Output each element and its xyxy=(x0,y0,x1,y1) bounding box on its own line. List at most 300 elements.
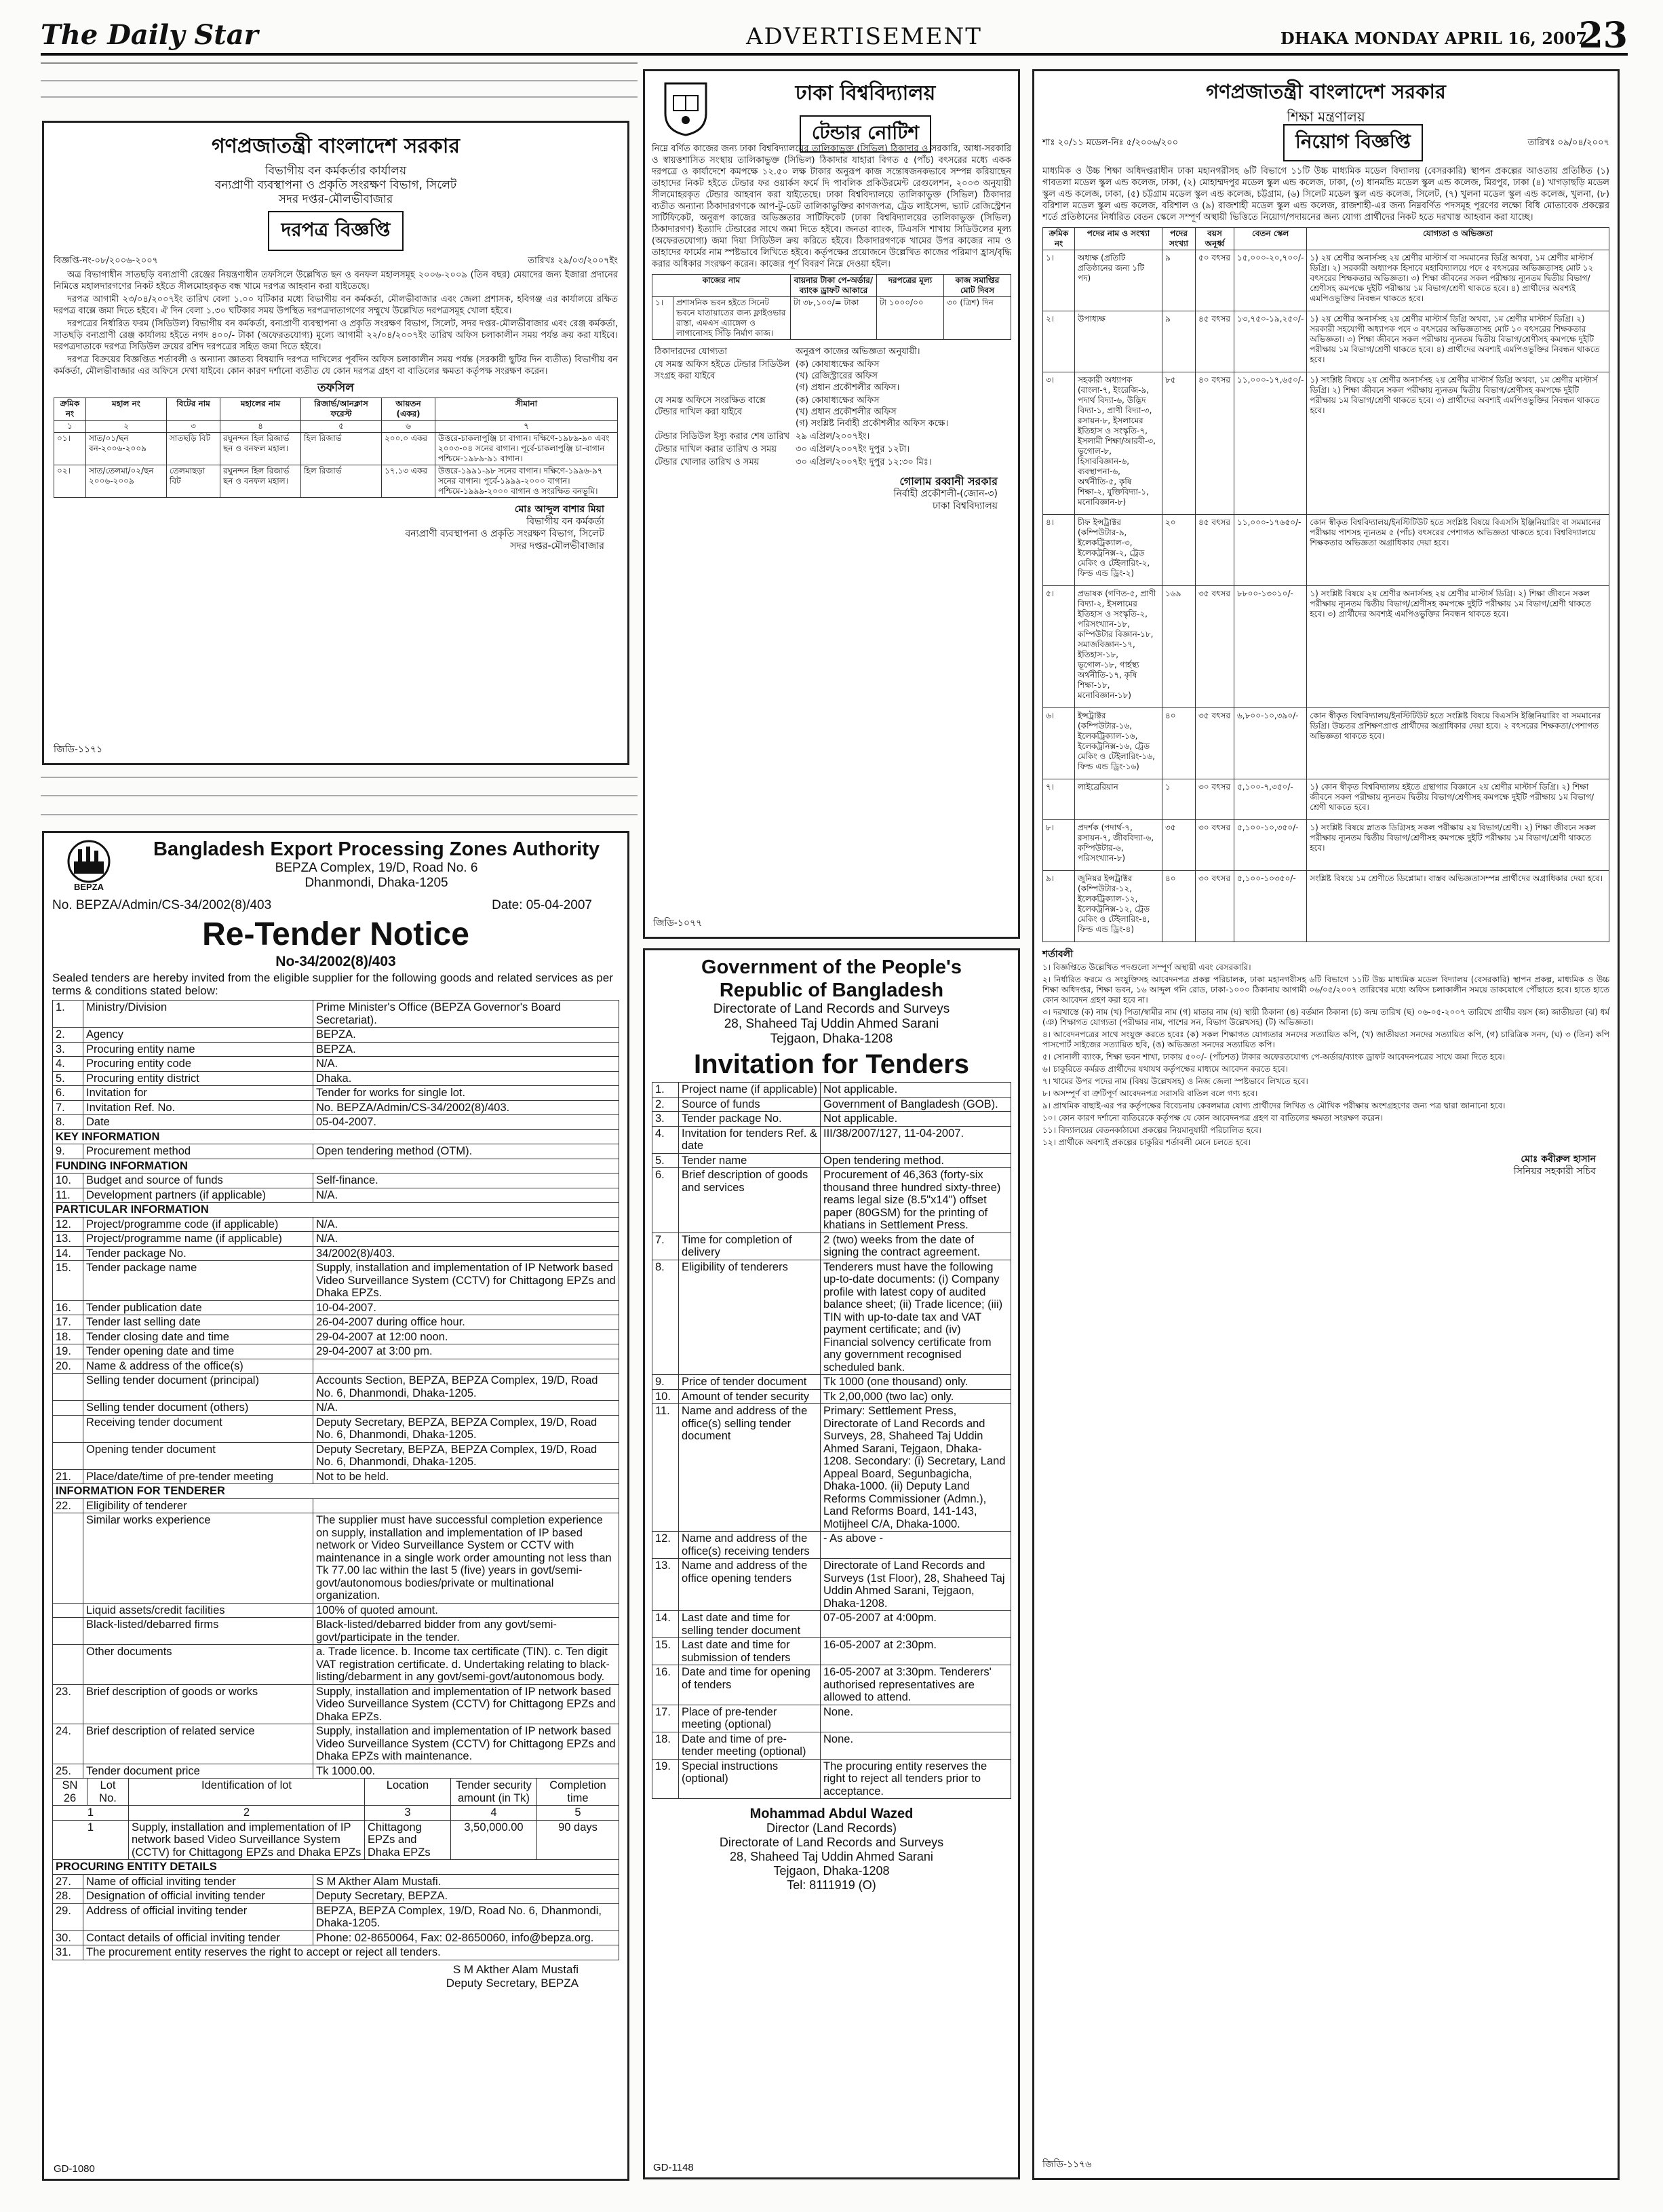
table-cell: 21. xyxy=(53,1469,83,1484)
edu-recruitment-ad xyxy=(1032,69,1620,2180)
table-cell: Other documents xyxy=(83,1645,313,1685)
table-cell: কোন স্বীকৃত বিশ্ববিদ্যালয়/ইনস্টিটিউট হতে সংশ্লিষ্ট বিষয়ে বিএসসি ইঞ্জিনিয়ারিং বা সমমানের পরীক্ষায় পাশসহ ন্যূনতম ৫ (পাঁচ) বৎসরের পেশাগত অভিজ্ঞতা থাকতে হবে। বিশ্ববিদ্যালয়ে শিক্ষকতার অভিজ্ঞতা অগ্রাধিকার দেয়া হবে। xyxy=(1307,515,1609,586)
table-cell: Tender package name xyxy=(83,1261,313,1301)
table-row xyxy=(1043,372,1609,515)
forest-tender-ad xyxy=(42,121,629,765)
table-row xyxy=(652,297,1011,340)
table-cell: ১) ২য় শ্রেণীর অনার্সসহ ২য় শ্রেণীর মাস্টার্স ডিগ্রি অথবা, ১ম শ্রেণীর মাস্টার্স ডিগ্রি। ২) সরকারী সহযোগী অধ্যাপক পদে ৩ বৎসরের অভিজ্ঞতাসহ মোট ১০ বৎসরের শিক্ষকতার অভিজ্ঞতা। ৩) শিক্ষা জীবনে সকল পরীক্ষায় ন্যূনতম দ্বিতীয় বিভাগ/শ্রেণীসহ কমপক্ষে দুইটি পরীক্ষায় ১ম বিভাগ/শ্রেণী থাকতে হবে। ৪) প্রার্থীদের অবশ্যই এমপিওভুক্তির নিবন্ধন থাকতে হবে। xyxy=(1307,311,1609,372)
land-signer-addr1: 28, Shaheed Taj Uddin Ahmed Sarani xyxy=(730,1850,933,1863)
du-info-table xyxy=(652,345,1011,469)
table-cell: BEPZA, BEPZA Complex, 19/D, Road No. 6, Dhanmondi, Dhaka-1205. xyxy=(313,1903,619,1930)
land-gov2: Republic of Bangladesh xyxy=(719,979,944,1001)
table-cell: Not to be held. xyxy=(313,1469,619,1484)
land-signer-title: Director (Land Records) xyxy=(766,1821,897,1835)
bepza-info-table xyxy=(52,1000,619,1779)
table-cell: Tender package No. xyxy=(679,1112,821,1127)
table-cell: 30. xyxy=(53,1930,83,1945)
table-row xyxy=(1043,779,1609,820)
table-cell: ১৩,৭৫০-১৯,২৫০/- xyxy=(1234,311,1307,372)
table-cell: 27. xyxy=(53,1874,83,1889)
table-cell: 15. xyxy=(53,1261,83,1301)
forest-ref: বিজ্ঞপ্তি-নং-০৮/২০০৬-২০০৭ xyxy=(54,256,159,266)
list-item: ৬। চাকুরিতে কর্মরত প্রার্থীদের যথাযথ কর্তৃপক্ষের মাধ্যমে আবেদন করতে হবে। xyxy=(1042,1064,1288,1074)
table-cell: Black-listed/debarred firms xyxy=(83,1618,313,1645)
land-info-table xyxy=(652,1082,1011,1799)
table-cell: Date xyxy=(83,1115,313,1130)
table-cell: Tender package No. xyxy=(83,1246,313,1261)
table-cell: লাইব্রেরিয়ান xyxy=(1075,779,1162,820)
table-row xyxy=(652,1404,1011,1532)
table-row xyxy=(53,1086,619,1101)
table-row xyxy=(53,1874,619,1889)
table-cell: Tender last selling date xyxy=(83,1315,313,1330)
table-row xyxy=(53,1374,619,1401)
table-row xyxy=(53,1028,619,1043)
table-cell: 6. xyxy=(53,1086,83,1101)
table-cell: Liquid assets/credit facilities xyxy=(83,1603,313,1618)
table-cell: N/A. xyxy=(313,1188,619,1203)
table-cell: Tenderers must have the following up-to-date documents: (i) Company profile with latest copy of audited balance sheet; (ii) Trade licence; (iii) TIN with up-to-date tax and VAT payment certificate; and (iv) Financial solvency certificate from any government recognised scheduled bank. xyxy=(821,1260,1011,1375)
table-cell: উত্তরে-চাকলাপুঞ্জি চা বাগান। দক্ষিণে-১৯৮৯-৯০ এবং ২০০৩-০৪ সনের বাগান। পূর্বে-চাকলাপুঞ্জি চা-বাগান পশ্চিমে-১৯৮৯-৯১ বাগান। xyxy=(435,433,618,465)
table-cell: 3. xyxy=(652,1112,679,1127)
table-cell: যে সমস্ত অফিস হইতে টেন্ডার সিডিউল সংগ্রহ করা যাইবে xyxy=(654,360,790,381)
table-row xyxy=(652,443,1011,456)
table-cell: Primary: Settlement Press, Directorate of Land Records and Surveys, 28, Shaheed Taj Uddin Ahmed Sarani, Tejgaon, Dhaka-1208. Secondary: (i) Secretary, Land Appeal Board, Segunbagicha, Dhaka-1000. (ii) Deputy Land Reforms Commissioner (Admn.), Land Reforms Board, 141-143, Motijheel C/A, Dhaka-1000. xyxy=(821,1404,1011,1532)
table-number-row xyxy=(54,421,618,433)
edu-terms xyxy=(1042,963,1609,1148)
table-cell xyxy=(53,1603,83,1618)
table-cell: হিল রিজার্ভ xyxy=(301,433,382,465)
table-cell: ১। xyxy=(1043,250,1075,311)
bepza-title-block xyxy=(134,838,619,891)
column-header: মহালের নাম xyxy=(220,398,301,421)
table-cell: 19. xyxy=(652,1759,679,1799)
table-row xyxy=(652,1083,1011,1098)
dateline: DHAKA MONDAY APRIL 16, 2007 xyxy=(1280,28,1587,48)
table-cell: 31. xyxy=(53,1945,83,1960)
column-header: বিটের নাম xyxy=(167,398,220,421)
section-heading: PARTICULAR INFORMATION xyxy=(53,1203,619,1218)
table-cell: Prime Minister's Office (BEPZA Governor's Board Secretariat). xyxy=(313,1001,619,1028)
lot-header-row xyxy=(53,1779,619,1806)
table-cell: 19. xyxy=(53,1344,83,1359)
table-cell: 25. xyxy=(53,1764,83,1779)
table-cell: অধ্যক্ষ (প্রতিটি প্রতিষ্ঠানের জন্য ১টি পদ) xyxy=(1075,250,1162,311)
table-cell: Tender publication date xyxy=(83,1300,313,1315)
table-cell: ১ xyxy=(54,421,86,433)
table-cell: 20. xyxy=(53,1359,83,1374)
table-cell: 13. xyxy=(53,1232,83,1247)
table-cell: Open tendering method (OTM). xyxy=(313,1144,619,1159)
forest-signer: মোঃ আব্দুল বাশার মিয়া xyxy=(514,504,604,515)
table-row xyxy=(53,1618,619,1645)
du-header xyxy=(652,77,1011,144)
table-cell: 5 xyxy=(537,1806,619,1821)
ad-code: GD-1080 xyxy=(54,2163,95,2175)
table-cell: ৩০ এপ্রিল/২০০৭ইং দুপুর ১২:৩০ মিঃ। xyxy=(796,457,932,467)
table-cell: Invitation Ref. No. xyxy=(83,1100,313,1115)
table-row xyxy=(53,1415,619,1442)
table-cell: Contact details of official inviting tender xyxy=(83,1930,313,1945)
table-row xyxy=(53,1469,619,1484)
table-cell: Date and time for opening of tenders xyxy=(679,1665,821,1705)
table-cell: ৩৫ xyxy=(1162,820,1196,871)
table-cell: টেন্ডার খোলার তারিখ ও সময় xyxy=(654,457,760,467)
table-cell: BEPZA. xyxy=(313,1028,619,1043)
table-row xyxy=(53,1042,619,1057)
table-cell: ৫,১০০-৭,৩৫০/- xyxy=(1234,779,1307,820)
list-item: ৭। খামের উপর পদের নাম (বিষয় উল্লেখসহ) ও নিজ জেলা স্পষ্টভাবে লিখতে হবে। xyxy=(1042,1076,1308,1086)
table-cell: প্রশাসনিক ভবন হইতে সিনেট ভবনে যাতায়াতের জন্য ফ্লাইওভার রাস্তা, এমএস এ্যাঙ্গেল ও লাগানোসহ সিঁড়ি নির্মাণ কাজ। xyxy=(673,297,791,340)
ad-code: জিডি-১০৭৭ xyxy=(653,918,703,929)
bepza-addr2: Dhanmondi, Dhaka-1205 xyxy=(305,876,448,890)
table-cell: - As above - xyxy=(821,1532,1011,1559)
table-cell: 14. xyxy=(652,1611,679,1638)
table-cell xyxy=(53,1513,83,1604)
column-header: বয়স অনূর্ধ্ব xyxy=(1196,228,1234,250)
table-cell: ৪৫ বৎসর xyxy=(1196,515,1234,586)
table-cell: ৬। xyxy=(1043,708,1075,779)
table-cell xyxy=(53,1374,83,1401)
table-cell: 2 xyxy=(129,1806,365,1821)
table-cell: Name of official inviting tender xyxy=(83,1874,313,1889)
forest-dept-line1: বিভাগীয় বন কর্মকর্তার কার্যালয় xyxy=(265,164,407,178)
table-cell: ০১। xyxy=(54,433,86,465)
land-title: Invitation for Tenders xyxy=(694,1049,969,1079)
table-cell: 05-04-2007. xyxy=(313,1115,619,1130)
bepza-addr1: BEPZA Complex, 19/D, Road No. 6 xyxy=(275,861,478,875)
table-cell: প্রভাষক (গণিত-৫, প্রাণী বিদ্যা-২, ইসলামের ইতিহাস ও সংস্কৃতি-২, পরিসংখ্যান-১৮, কম্পিউটার বিজ্ঞান-১৮, সমাজবিজ্ঞান-১৭, ইতিহাস-১৮, ভূগোল-১৮, গার্হস্থ্য অর্থনীতি-১৭, কৃষি শিক্ষা-১৮, মনোবিজ্ঞান-১৮) xyxy=(1075,586,1162,708)
forest-para: দরপত্র বিক্রয়ের বিজ্ঞপ্তিত শর্তাবলী ও অন্যান্য জ্ঞাতব্য বিষয়াদি দরপত্র দাখিলের পূর্বদিন অফিস চলাকালীন সময় পর্যন্ত (সরকারী ছুটির দিন ব্যতীত) বিভাগীয় বন কর্মকর্তা, মৌলভীবাজার এর অফিসে দেখা যাইবে। কোন কারণ দর্শানো ব্যতীত যে কোন দরপত্র গ্রহণ বা বাতিলের ক্ষমতা কর্তৃপক্ষ সংরক্ষণ করেন। xyxy=(54,355,618,376)
table-cell: Tk 1000 (one thousand) only. xyxy=(821,1375,1011,1390)
column-rule xyxy=(41,777,638,778)
forest-signer-place: সদর দপ্তর-মৌলভীবাজার xyxy=(510,541,604,551)
table-header-row xyxy=(1043,228,1609,250)
section-row xyxy=(53,1129,619,1144)
table-cell: 6. xyxy=(652,1168,679,1233)
page-number: 23 xyxy=(1578,15,1628,56)
table-cell: ৩ xyxy=(167,421,220,433)
table-row xyxy=(652,1665,1011,1705)
table-cell: ৭। xyxy=(1043,779,1075,820)
table-cell xyxy=(53,1618,83,1645)
table-cell: ৮৮০০-১৩০১০/- xyxy=(1234,586,1307,708)
table-cell: Agency xyxy=(83,1028,313,1043)
ad-code: GD-1148 xyxy=(653,2162,694,2173)
forest-title: দরপত্র বিজ্ঞপ্তি xyxy=(268,211,404,251)
table-cell: 5. xyxy=(652,1153,679,1168)
bepza-header xyxy=(52,838,619,898)
table-row xyxy=(652,1759,1011,1799)
table-cell: ১ xyxy=(1162,779,1196,820)
table-row xyxy=(652,1732,1011,1759)
table-cell: Procuring entity district xyxy=(83,1071,313,1086)
table-row xyxy=(53,1513,619,1604)
table-cell: Last date and time for selling tender document xyxy=(679,1611,821,1638)
table-cell: Source of funds xyxy=(679,1097,821,1112)
table-cell: 1 xyxy=(53,1820,129,1860)
table-row xyxy=(53,1603,619,1618)
list-item: (গ) প্রধান প্রকৌশলীর অফিস। xyxy=(796,383,900,393)
table-cell xyxy=(313,1359,619,1374)
table-row xyxy=(1043,871,1609,942)
table-cell: 14. xyxy=(53,1246,83,1261)
table-cell: N/A. xyxy=(313,1232,619,1247)
table-cell: Opening tender document xyxy=(83,1442,313,1469)
table-cell: Address of official inviting tender xyxy=(83,1903,313,1930)
table-cell: Brief description of goods or works xyxy=(83,1684,313,1724)
table-cell: কোন স্বীকৃত বিশ্ববিদ্যালয়/ইনস্টিটিউট হতে সংশ্লিষ্ট বিষয়ে বিএসসি ইঞ্জিনিয়ারিং বা সমমানের ডিগ্রি। উচ্চতর প্রশিক্ষণপ্রাপ্ত প্রার্থীদের অগ্রাধিকার দেয়া হবে। ২ বৎসরের শিক্ষকতা/পেশাগত অভিজ্ঞতা থাকতে হবে। xyxy=(1307,708,1609,779)
table-cell: Deputy Secretary, BEPZA, BEPZA Complex, 19/D, Road No. 6, Dhanmondi, Dhaka-1205. xyxy=(313,1442,619,1469)
column-rule xyxy=(41,80,638,81)
table-cell: রঘুনন্দন হিল রিজার্ভ ছন ও বনফল মহাল। xyxy=(220,465,301,498)
table-cell: Tender for works for single lot. xyxy=(313,1086,619,1101)
table-cell: 7. xyxy=(652,1233,679,1260)
land-tel: Tel: 8111919 (O) xyxy=(787,1878,876,1892)
table-row xyxy=(1043,250,1609,311)
bepza-logo xyxy=(58,838,120,893)
table-cell: Amount of tender security xyxy=(679,1389,821,1404)
list-item: ৪। আবেদনপত্রের সাথে সংযুক্ত করতে হবেঃ (ক) সকল শিক্ষাগত যোগ্যতার সনদের সত্যায়িত কপি, (খ) জাতীয়তা সনদের সত্যায়িত কপি, (গ) চারিত্রিক সনদ, (ঘ) ৩ (তিন) কপি পাসপোর্ট সাইজের সত্যায়িত ছবি, (ঙ) অভিজ্ঞতা সনদের সত্যায়িত কপি। xyxy=(1042,1030,1609,1049)
du-signer-title: নির্বাহী প্রকৌশলী-(জোন-৩) xyxy=(893,488,998,499)
table-cell: Ministry/Division xyxy=(83,1001,313,1028)
table-row xyxy=(652,1233,1011,1260)
table-row xyxy=(53,1903,619,1930)
table-cell: টেন্ডার দাখিল করার তারিখ ও সময় xyxy=(654,444,777,454)
table-row xyxy=(652,430,1011,443)
table-row xyxy=(53,1889,619,1904)
table-cell: ১৭.১৩ একর xyxy=(382,465,435,498)
table-row xyxy=(53,1071,619,1086)
table-cell: N/A. xyxy=(313,1057,619,1072)
column-header: কাজের নাম xyxy=(652,275,791,297)
table-cell: ৩০ এপ্রিল/২০০৭ইং দুপুর ১২টা। xyxy=(796,444,910,454)
section-row xyxy=(53,1203,619,1218)
table-row xyxy=(53,1945,619,1960)
table-cell: 4. xyxy=(652,1126,679,1153)
column-header: ক্রমিক নং xyxy=(1043,228,1075,250)
section-heading: INFORMATION FOR TENDERER xyxy=(53,1484,619,1499)
table-row xyxy=(652,1126,1011,1153)
table-cell: 2 (two) weeks from the date of signing the contract agreement. xyxy=(821,1233,1011,1260)
table-header-row xyxy=(652,275,1011,297)
edu-signer-title: সিনিয়র সহকারী সচিব xyxy=(1513,1166,1596,1177)
table-cell: যে সমস্ত অফিসে সংরক্ষিত বাক্সে টেন্ডার দাখিল করা যাইবে xyxy=(654,395,766,417)
table-cell: সংশ্লিষ্ট বিষয়ে ১ম শ্রেণীতে ডিপ্লোমা। বাস্তব অভিজ্ঞতাসম্পন্ন প্রার্থীদের অগ্রাধিকার দেয়া হবে। xyxy=(1307,871,1609,942)
table-cell: ৩৫ বৎসর xyxy=(1196,586,1234,708)
table-cell xyxy=(53,1401,83,1416)
table-cell: 22. xyxy=(53,1498,83,1513)
table-row xyxy=(652,1260,1011,1375)
table-cell: ২। xyxy=(1043,311,1075,372)
edu-ministry: শিক্ষা মন্ত্রণালয় xyxy=(1287,109,1365,125)
column-header: Location xyxy=(365,1779,451,1806)
table-cell: 2. xyxy=(652,1097,679,1112)
du-univ: ঢাকা বিশ্ববিদ্যালয় xyxy=(795,81,936,105)
table-cell: Tender opening date and time xyxy=(83,1344,313,1359)
table-row xyxy=(53,1217,619,1232)
table-cell: Selling tender document (others) xyxy=(83,1401,313,1416)
table-row xyxy=(53,1498,619,1513)
column-header: Tender security amount (in Tk) xyxy=(451,1779,537,1806)
table-cell: Price of tender document xyxy=(679,1375,821,1390)
column-rule xyxy=(41,62,638,64)
column-header: সীমানা xyxy=(435,398,618,421)
table-cell: Budget and source of funds xyxy=(83,1173,313,1188)
column-header: বেতন স্কেল xyxy=(1234,228,1307,250)
table-cell: Deputy Secretary, BEPZA. xyxy=(313,1889,619,1904)
land-dept: Directorate of Land Records and Surveys xyxy=(713,1002,950,1016)
table-cell: ৪৫ বৎসর xyxy=(1196,311,1234,372)
edu-signature xyxy=(1042,1153,1609,1178)
table-row xyxy=(53,1315,619,1330)
table-cell: Development partners (if applicable) xyxy=(83,1188,313,1203)
table-cell: 9. xyxy=(652,1375,679,1390)
table-cell: 16. xyxy=(53,1300,83,1315)
table-row xyxy=(53,1930,619,1945)
table-cell: Procurement method xyxy=(83,1144,313,1159)
table-cell: Project/programme name (if applicable) xyxy=(83,1232,313,1247)
table-cell: ৭ xyxy=(435,421,618,433)
table-cell: 11. xyxy=(652,1404,679,1532)
table-row xyxy=(53,1001,619,1028)
table-cell: III/38/2007/127, 11-04-2007. xyxy=(821,1126,1011,1153)
table-row xyxy=(1043,515,1609,586)
table-cell: ৪ xyxy=(220,421,301,433)
table-cell: Supply, installation and implementation of IP network based Video Surveillance System (CCTV) for Chittagong EPZs and Dhaka EPZs xyxy=(129,1820,365,1860)
list-item: (ক) কোষাধ্যক্ষের অফিস xyxy=(796,395,880,406)
table-cell: Tender closing date and time xyxy=(83,1330,313,1344)
table-row xyxy=(53,1100,619,1115)
table-cell: Tender document price xyxy=(83,1764,313,1779)
table-cell: Tk 1000.00. xyxy=(313,1764,619,1779)
newspaper-logo: The Daily Star xyxy=(41,19,258,51)
table-cell: ১) কোন স্বীকৃত বিশ্ববিদ্যালয় হইতে গ্রন্থাগার বিজ্ঞানে ২য় শ্রেণীর মাস্টার্স ডিগ্রি। ২) শিক্ষা জীবনে সকল পরীক্ষায় ন্যূনতম দ্বিতীয় বিভাগ/শ্রেণীসহ কমপক্ষে দুইটি পরীক্ষায় ১ম বিভাগ/শ্রেণী থাকতে হবে। xyxy=(1307,779,1609,820)
list-item: (ক) কোষাধ্যক্ষের অফিস xyxy=(796,360,880,370)
column-header: আয়তন (একর) xyxy=(382,398,435,421)
list-item: ১১। বিদ্যালয়ের বেতনকাঠামো প্রকল্পের নিয়মানুযায়ী পরিচালিত হবে। xyxy=(1042,1125,1261,1135)
table-cell: Name and address of the office opening tenders xyxy=(679,1559,821,1611)
section-row xyxy=(53,1484,619,1499)
table-cell: সহকারী অধ্যাপক (বাংলা-৭, ইংরেজি-৯, পদার্থ বিদ্যা-৬, উদ্ভিদ বিদ্যা-১, প্রাণী বিদ্যা-৩, রসায়ন-৮, ইসলামের ইতিহাস ও সংস্কৃতি-৭, ইসলামী শিক্ষা/আরবী-৩, ভূগোল-৮, হিসাববিজ্ঞান-৬, ব্যবস্থাপনা-৬, অর্থনীতি-৫, কৃষি শিক্ষা-২, যুক্তিবিদ্যা-১, মনোবিজ্ঞান-৮) xyxy=(1075,372,1162,515)
table-cell: Invitation for xyxy=(83,1086,313,1101)
table-cell: ১। xyxy=(652,297,673,340)
column-header: মহাল নং xyxy=(86,398,167,421)
du-tender-ad xyxy=(643,69,1020,939)
table-cell: 15. xyxy=(652,1638,679,1665)
bepza-signer: S M Akther Alam Mustafi xyxy=(452,1962,579,1976)
table-row xyxy=(1043,311,1609,372)
table-cell: Supply, installation and implementation of IP network based Video Surveillance System (CCTV) for Chittagong EPZs and Dhaka EPZs with maintenance. xyxy=(313,1724,619,1764)
table-cell: Eligibility of tenderers xyxy=(679,1260,821,1375)
table-cell: ৮৫ xyxy=(1162,372,1196,515)
table-cell: ১) সংশ্লিষ্ট বিষয়ে ২য় শ্রেণীর অনার্সসহ ২য় শ্রেণীর মাস্টার্স ডিগ্রি অথবা, ১ম শ্রেণীর মাস্টার্স ডিগ্রি। ২) শিক্ষা জীবনে সকল পরীক্ষায় ন্যূনতম দ্বিতীয় বিভাগ/শ্রেণীসহ কমপক্ষে দুইটি পরীক্ষায় ১ম বিভাগ/শ্রেণী থাকতে হবে। ৩) প্রার্থীদের অবশ্যই এমপিওভুক্তির নিবন্ধন থাকতে হবে। xyxy=(1307,372,1609,515)
table-cell: Government of Bangladesh (GOB). xyxy=(821,1097,1011,1112)
table-cell: ১৬৯ xyxy=(1162,586,1196,708)
table-cell: N/A. xyxy=(313,1217,619,1232)
bepza-org: Bangladesh Export Processing Zones Authority xyxy=(153,838,600,860)
table-cell xyxy=(53,1442,83,1469)
table-cell: None. xyxy=(821,1705,1011,1732)
table-cell: Brief description of goods and services xyxy=(679,1168,821,1233)
table-cell: হিল রিজার্ভ xyxy=(301,465,382,498)
table-cell: Procuring entity code xyxy=(83,1057,313,1072)
table-cell: ২০ xyxy=(1162,515,1196,586)
table-cell: টা ৩৮,১০০/= টাকা xyxy=(791,297,877,340)
list-item: ৮। অসম্পূর্ণ বা ত্রুটিপূর্ণ আবেদনপত্র সরাসরি বাতিল বলে গণ্য হবে। xyxy=(1042,1089,1258,1098)
table-cell: Accounts Section, BEPZA, BEPZA Complex, 19/D, Road No. 6, Dhanmondi, Dhaka-1205. xyxy=(313,1374,619,1401)
table-cell: তেলমাছড়া বিট xyxy=(167,465,220,498)
column-rule xyxy=(41,795,638,796)
table-cell: Time for completion of delivery xyxy=(679,1233,821,1260)
land-tender-ad xyxy=(643,948,1020,2179)
table-cell: 1. xyxy=(652,1083,679,1098)
land-signer-org: Directorate of Land Records and Surveys xyxy=(719,1836,944,1849)
bepza-intro: Sealed tenders are hereby invited from the eligible supplier for the following goods and related services as per terms & conditions stated below: xyxy=(52,971,613,997)
table-cell xyxy=(53,1645,83,1685)
table-cell: 24. xyxy=(53,1724,83,1764)
table-row xyxy=(652,1112,1011,1127)
table-cell: ৫,১০০-১০৩৫০/- xyxy=(1234,871,1307,942)
table-cell: ৪। xyxy=(1043,515,1075,586)
table-cell xyxy=(793,358,1011,394)
list-item: (খ) প্রধান প্রকৌশলীর অফিস xyxy=(796,407,897,417)
table-row xyxy=(652,1559,1011,1611)
land-addr2: Tejgaon, Dhaka-1208 xyxy=(770,1032,893,1046)
table-row xyxy=(53,1261,619,1301)
column-header: ক্রমিক নং xyxy=(54,398,86,421)
table-cell: 28. xyxy=(53,1889,83,1904)
list-item: ১০। কোন কারণ দর্শানো ব্যতিরেকে কর্তৃপক্ষ যে কোন আবেদনপত্র গ্রহণ বা বাতিলের ক্ষমতা সংরক্ষণ করেন। xyxy=(1042,1113,1383,1123)
table-cell: 10. xyxy=(652,1389,679,1404)
bepza-signature xyxy=(52,1963,619,1990)
du-logo xyxy=(659,79,713,136)
table-cell: 16-05-2007 at 3:30pm. Tenderers' authorised representatives are allowed to attend. xyxy=(821,1665,1011,1705)
ad-code: জিডি-১১৭৬ xyxy=(1042,2159,1092,2170)
table-cell: 8. xyxy=(652,1260,679,1375)
table-row xyxy=(53,1684,619,1724)
column-header: দরপত্রের মূল্য xyxy=(877,275,944,297)
table-cell: Open tendering method. xyxy=(821,1153,1011,1168)
list-item: ১। বিজ্ঞপ্তিতে উল্লেখিত পদগুলো সম্পূর্ণ অস্থায়ী এবং বেসরকারি। xyxy=(1042,963,1251,972)
table-cell: Not applicable. xyxy=(821,1112,1011,1127)
table-cell: 5. xyxy=(53,1071,83,1086)
column-header: যোগ্যতা ও অভিজ্ঞতা xyxy=(1307,228,1609,250)
column-header: কাজ সমাপ্তির মোট দিবস xyxy=(944,275,1011,297)
table-row xyxy=(1043,820,1609,871)
table-cell: Supply, installation and implementation of IP network based Video Surveillance System (CCTV) for Chittagong EPZs and Dhaka EPZs. xyxy=(313,1684,619,1724)
table-cell: ১) ২য় শ্রেণীর অনার্সসহ ২য় শ্রেণীর মাস্টার্স বা সমমানের ডিগ্রি অথবা, ১ম শ্রেণীর মাস্টার্স ডিগ্রি। ২) সরকারী অধ্যাপক হিসাবে মহাবিদ্যালয়ে পদে ৫ বৎসরের অভিজ্ঞতাসহ মোট ১২ বৎসরের শিক্ষকতার অভিজ্ঞতা। ৩) শিক্ষা জীবনের সকল পরীক্ষায় ন্যূনতম দ্বিতীয় বিভাগ/শ্রেণীসহ কমপক্ষে দুইটি পরীক্ষায় ১ম বিভাগ/শ্রেণী থাকতে হবে। ৪) প্রার্থীদের অবশ্যই এমপিওভুক্তির নিবন্ধন থাকতে হবে। xyxy=(1307,250,1609,311)
bepza-title: Re-Tender Notice xyxy=(202,916,469,952)
table-cell: ইন্সট্রাক্টর (কম্পিউটার-১৬, ইলেকট্রিক্যাল-১৬, ইলেকট্রনিক্স-১৬, ট্রেড মেকিং ও টেইলারিং-১৬, ফিল্ড এন্ড ড্রিং-১৬) xyxy=(1075,708,1162,779)
table-row xyxy=(53,1359,619,1374)
bepza-ref-row xyxy=(52,898,619,913)
edu-gov: গণপ্রজাতন্ত্রী বাংলাদেশ সরকার xyxy=(1206,80,1446,103)
list-item: ১২। প্রার্থীকে অবশ্যই প্রকল্পের চাকুরির শর্তাবলী মেনে চলতে হবে। xyxy=(1042,1138,1251,1147)
table-header-row xyxy=(54,398,618,421)
table-row xyxy=(53,1645,619,1685)
table-cell: জুনিয়র ইন্সট্রাক্টর (কম্পিউটার-১২, ইলেকট্রিক্যাল-১২, ইলেকট্রনিক্স-১২, ট্রেড মেকিং ও টেইলারিং-৪, ফিল্ড এন্ড ড্রিং-৪) xyxy=(1075,871,1162,942)
table-row xyxy=(652,1611,1011,1638)
table-cell: 10. xyxy=(53,1173,83,1188)
table-cell: ৫০ বৎসর xyxy=(1196,250,1234,311)
table-row xyxy=(53,1115,619,1130)
du-title: টেন্ডার নোটিশ xyxy=(800,115,931,153)
table-cell: ৯। xyxy=(1043,871,1075,942)
table-row xyxy=(652,1168,1011,1233)
edu-title: নিয়োগ বিজ্ঞপ্তি xyxy=(1283,124,1423,161)
table-cell: 16. xyxy=(652,1665,679,1705)
